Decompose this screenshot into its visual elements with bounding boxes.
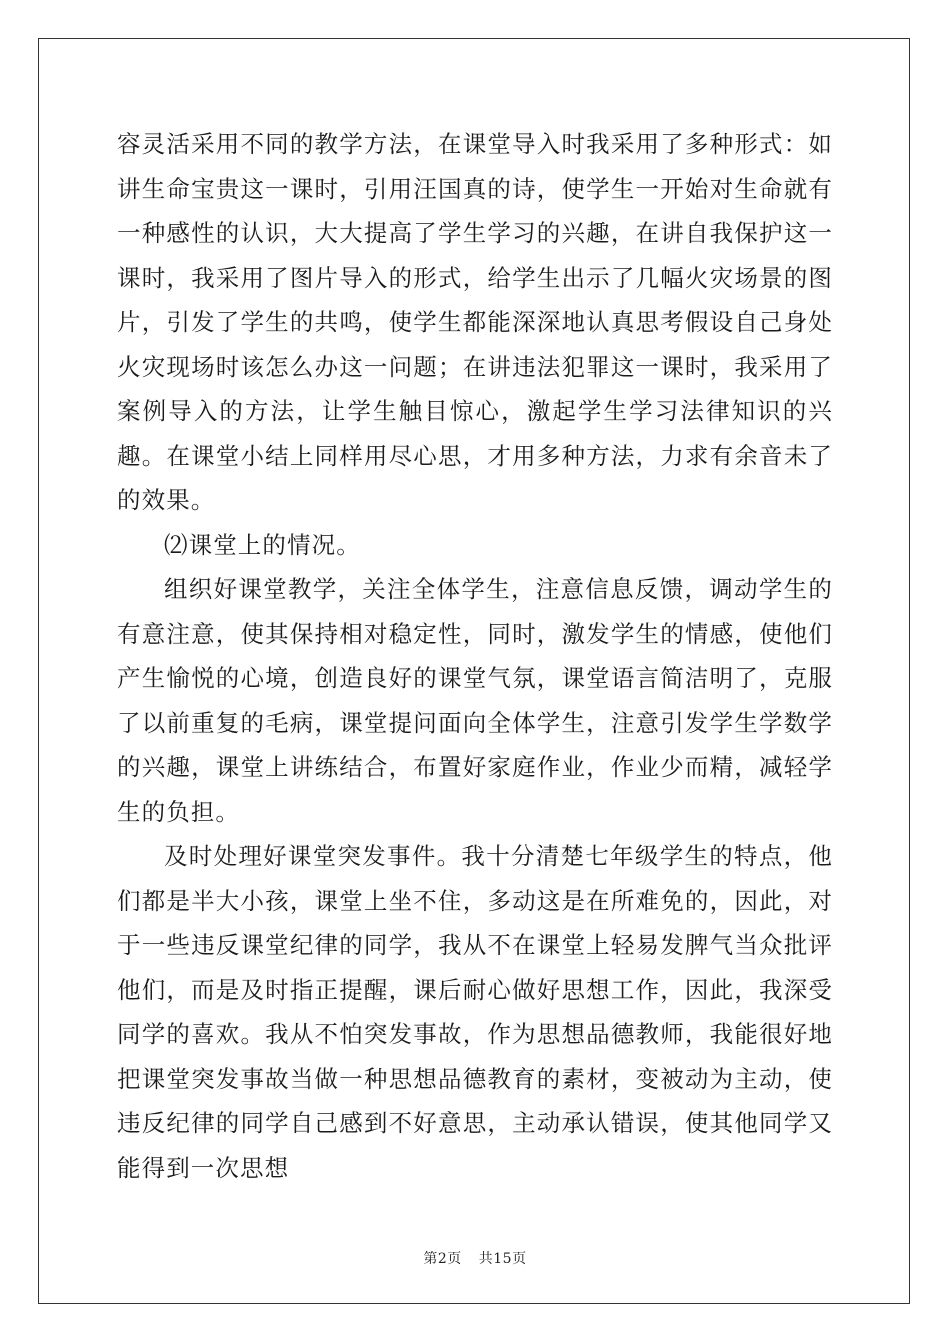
paragraph-continuation: 容灵活采用不同的教学方法，在课堂导入时我采用了多种形式：如讲生命宝贵这一课时，引用汪国真的诗，使学生一开始对生命就有一种感性的认识，大大提高了学生学习的兴趣，在讲自我保护这一课时，我采用了图片导入的形式，给学生出示了几幅火灾场景的图片，引发了学生的共鸣，使学生都能深深地认真思考假设自己身处火灾现场时该怎么办这一问题；在讲违法犯罪这一课时，我采用了案例导入的方法，让学生触目惊心，激起学生学习法律知识的兴趣。在课堂小结上同样用尽心思，才用多种方法，力求有余音未了的效果。 <box>117 130 833 514</box>
paragraph-classroom-incidents: 及时处理好课堂突发事件。我十分清楚七年级学生的特点，他们都是半大小孩，课堂上坐不住，多动这是在所难免的，因此，对于一些违反课堂纪律的同学，我从不在课堂上轻易发脾气当众批评他们，而是及时指正提醒，课后耐心做好思想工作，因此，我深受同学的喜欢。我从不怕突发事故，作为思想品德教师，我能很好地把课堂突发事故当做一种思想品德教育的素材，变被动为主动，使违反纪律的同学自己感到不好意思，主动承认错误，使其他同学又能得到一次思想 <box>117 842 833 1182</box>
section-heading: ⑵课堂上的情况。 <box>164 530 361 559</box>
page-number-current: 第2页 <box>423 1251 462 1267</box>
document-body <box>117 122 833 1190</box>
paragraph-classroom-teaching: 组织好课堂教学，关注全体学生，注意信息反馈，调动学生的有意注意，使其保持相对稳定性，同时，激发学生的情感，使他们产生愉悦的心境，创造良好的课堂气氛，课堂语言简洁明了，克服了以前重复的毛病，课堂提问面向全体学生，注意引发学生学数学的兴趣，课堂上讲练结合，布置好家庭作业，作业少而精，减轻学生的负担。 <box>117 575 833 826</box>
page-number-total: 共15页 <box>478 1251 527 1267</box>
page-footer <box>0 1248 950 1268</box>
